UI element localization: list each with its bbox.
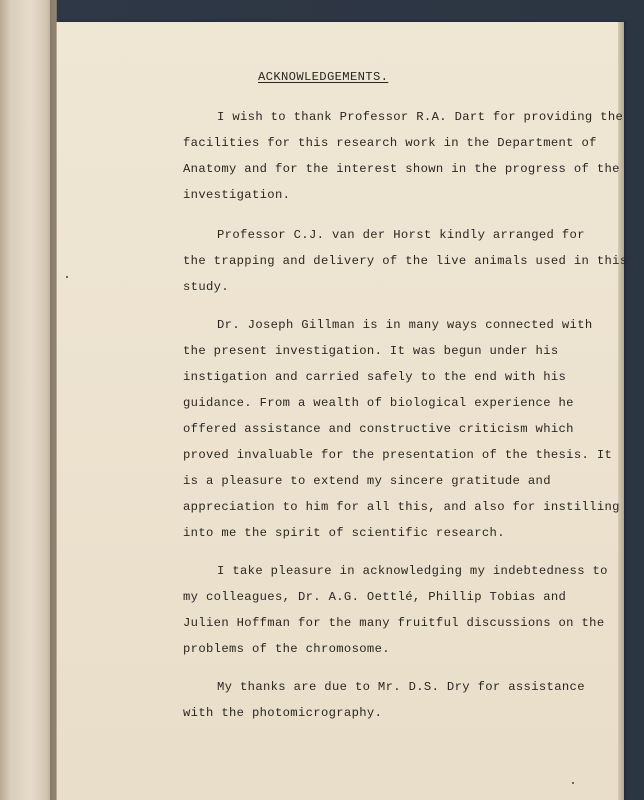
- paragraph-3-line-9: into me the spirit of scientific research.: [183, 526, 505, 540]
- paragraph-3-line-1: Dr. Joseph Gillman is in many ways connected with: [217, 318, 593, 332]
- paragraph-4-line-4: problems of the chromosome.: [183, 642, 390, 656]
- paragraph-4-line-1: I take pleasure in acknowledging my indebtedness to: [217, 564, 608, 578]
- paper-speck: [66, 276, 68, 278]
- paragraph-5-line-2: with the photomicrography.: [183, 706, 383, 720]
- paragraph-1-line-3: Anatomy and for the interest shown in the progress of the: [183, 162, 620, 176]
- paragraph-1-line-4: investigation.: [183, 188, 291, 202]
- paper-speck: [572, 782, 574, 784]
- paragraph-2-line-1: Professor C.J. van der Horst kindly arranged for: [217, 228, 585, 242]
- paragraph-1-line-1: I wish to thank Professor R.A. Dart for providing the: [217, 110, 624, 124]
- paragraph-3-line-3: instigation and carried safely to the end with his: [183, 370, 567, 384]
- paragraph-3-line-2: the present investigation. It was begun under his: [183, 344, 559, 358]
- paragraph-3-line-6: proved invaluable for the presentation of the thesis. It: [183, 448, 613, 462]
- paragraph-3-line-7: is a pleasure to extend my sincere gratitude and: [183, 474, 551, 488]
- page-heading: ACKNOWLEDGEMENTS.: [258, 70, 389, 84]
- paragraph-3-line-5: offered assistance and constructive criticism which: [183, 422, 574, 436]
- paragraph-3-line-4: guidance. From a wealth of biological experience he: [183, 396, 574, 410]
- paragraph-1-line-2: facilities for this research work in the Department of: [183, 136, 597, 150]
- paragraph-4-line-3: Julien Hoffman for the many fruitful discussions on the: [183, 616, 605, 630]
- paragraph-4-line-2: my colleagues, Dr. A.G. Oettlé, Phillip Tobias and: [183, 590, 567, 604]
- paragraph-5-line-1: My thanks are due to Mr. D.S. Dry for assistance: [217, 680, 585, 694]
- paragraph-3-line-8: appreciation to him for all this, and also for instilling: [183, 500, 620, 514]
- paragraph-2-line-2: the trapping and delivery of the live animals used in this: [183, 254, 628, 268]
- paragraph-2-line-3: study.: [183, 280, 229, 294]
